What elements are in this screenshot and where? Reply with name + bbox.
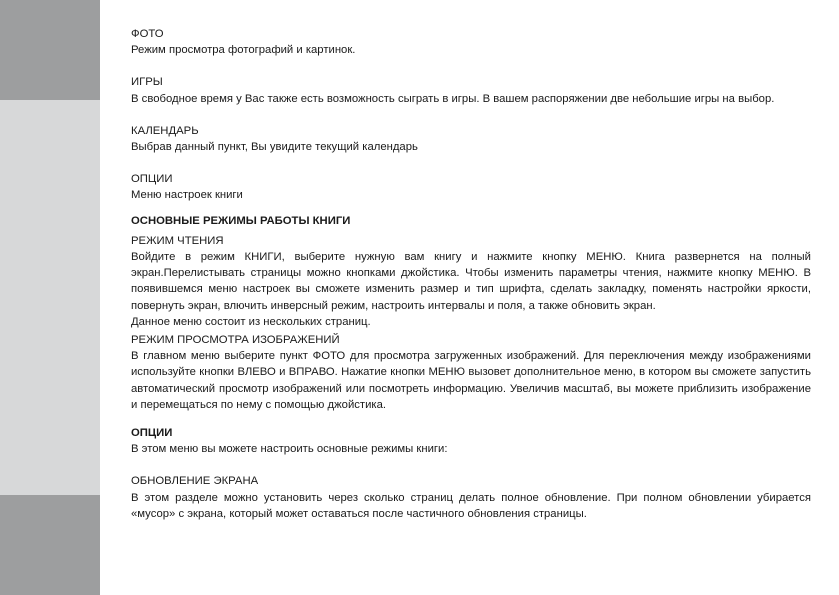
document-content <box>131 26 811 522</box>
opcii-menu-heading: ОПЦИИ <box>131 173 173 186</box>
reading-text: Войдите в режим КНИГИ, выберите нужную вам книгу и нажмите кнопку МЕНЮ. Книга развернется на полный экран.Перелистывать страницы можно кнопками джойстика. Чтобы изменить параметры чтения, нажмите кнопку МЕНЮ. В появившемся меню настроек вы сможете изменить размер и тип шрифта, сделать закладку, поменять настройки яркости, повернуть экран, влючить инверсный режим, настроить интервалы и поля, а также обновить экран. <box>131 251 811 312</box>
modes-heading: ОСНОВНЫЕ РЕЖИМЫ РАБОТЫ КНИГИ <box>131 214 351 227</box>
reading-text-note: Данное меню состоит из нескольких страниц. <box>131 315 371 328</box>
opcii-menu-text: Меню настроек книги <box>131 189 243 202</box>
kalendar-heading: КАЛЕНДАРЬ <box>131 124 199 137</box>
refresh-text: В этом разделе можно установить через сколько страниц делать полное обновление. При полном обновлении убирается «мусор» с экрана, который может оставаться после частичного обновления страницы. <box>131 491 811 520</box>
reading-heading: РЕЖИМ ЧТЕНИЯ <box>131 234 224 247</box>
sidebar-top-block <box>0 0 100 100</box>
refresh-heading: ОБНОВЛЕНИЕ ЭКРАНА <box>131 475 259 488</box>
options-heading: ОПЦИИ <box>131 427 173 440</box>
options-text: В этом меню вы можете настроить основные режимы книги: <box>131 443 448 456</box>
images-heading: РЕЖИМ ПРОСМОТРА ИЗОБРАЖЕНИЙ <box>131 334 340 347</box>
foto-text: Режим просмотра фотографий и картинок. <box>131 44 356 57</box>
sidebar-middle-block <box>0 100 100 495</box>
igry-text: В свободное время у Вас также есть возможность сыграть в игры. В вашем распоряжении две небольшие игры на выбор. <box>131 92 775 105</box>
kalendar-text: Выбрав данный пункт, Вы увидите текущий календарь <box>131 141 418 154</box>
foto-heading: ФОТО <box>131 28 164 40</box>
images-text: В главном меню выберите пункт ФОТО для просмотра загруженных изображений. Для переключения между изображениями используйте кнопки ВЛЕВО и ВПРАВО. Нажатие кнопки МЕНЮ вызовет дополнительное меню, в котором вы сможете запустить автоматический просмотр изображений или посмотреть информацию. Увеличив масштаб, вы можете приблизить изображение и перемещаться по нему с помощью джойстика. <box>131 350 811 411</box>
igry-heading: ИГРЫ <box>131 76 163 89</box>
sidebar-bottom-block <box>0 495 100 595</box>
